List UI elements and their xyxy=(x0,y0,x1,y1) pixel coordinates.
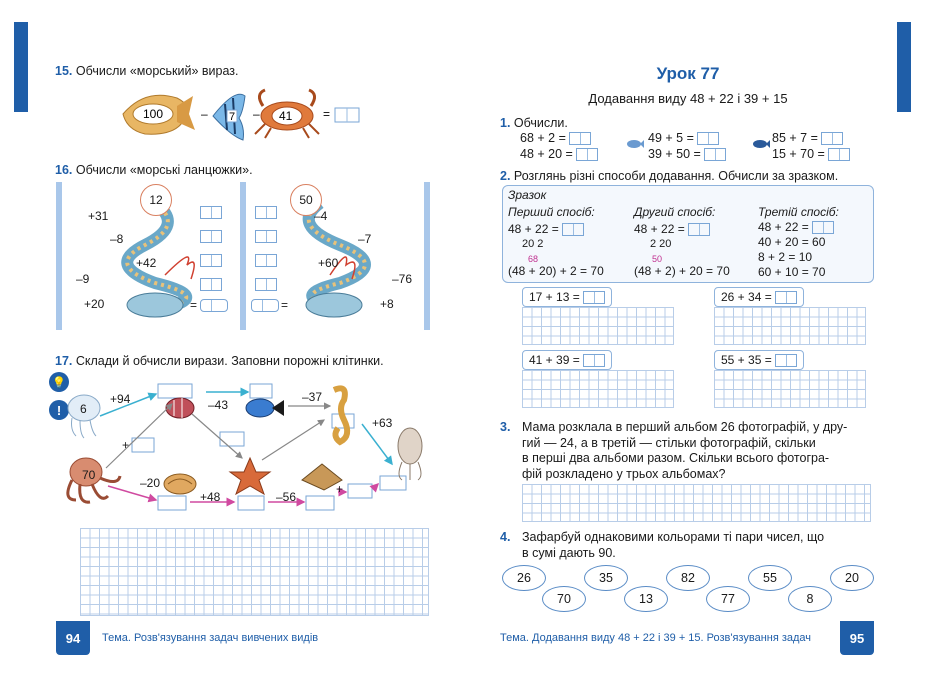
task3-grid[interactable] xyxy=(522,484,871,522)
t17-label-10: + xyxy=(336,482,344,496)
answer-box[interactable] xyxy=(576,148,598,161)
method1-line2: (48 + 20) + 2 = 70 xyxy=(508,264,604,278)
chain2-final-box[interactable] xyxy=(251,299,279,312)
expr-equals: = xyxy=(323,107,331,121)
left-page xyxy=(0,0,470,690)
number-oval[interactable]: 70 xyxy=(542,586,586,612)
number-oval[interactable]: 77 xyxy=(706,586,750,612)
method1-hint: 68 xyxy=(528,254,539,264)
t1-r0c0 xyxy=(520,131,591,145)
text-line: гий — 24, а в третій — стільки фотографій, скільки xyxy=(522,435,816,450)
chain2-step-2: –7 xyxy=(358,232,372,246)
task-number: 3. xyxy=(500,420,511,434)
method1-title: Перший спосіб: xyxy=(508,205,595,219)
answer-box[interactable] xyxy=(583,354,605,367)
tropical-fish-icon xyxy=(246,399,284,417)
exercise-1-grid[interactable] xyxy=(522,307,674,345)
nautilus-icon xyxy=(164,474,196,494)
chain2-step-5: +8 xyxy=(380,297,394,311)
chain1-step-4: –9 xyxy=(76,272,90,286)
text-line: Зафарбуй однаковими кольорами ті пари чисел, що xyxy=(522,530,825,544)
method3-title: Третій спосіб: xyxy=(758,205,839,219)
expr: 85 + 7 = xyxy=(772,131,818,145)
expr: 48 + 22 = xyxy=(634,222,685,236)
t17-label-6: 70 xyxy=(82,468,96,482)
method2-line2: (48 + 2) + 20 = 70 xyxy=(634,264,730,278)
footer-topic-left: Тема. Розв'язування задач вивчених видів xyxy=(102,632,319,644)
text-line: фій розкладено у трьох альбомах? xyxy=(522,466,726,481)
exercise-2 xyxy=(714,287,804,307)
expr-number-1: 100 xyxy=(143,107,164,121)
expr: 15 + 70 = xyxy=(772,147,825,161)
small-fish-icon xyxy=(752,138,770,150)
chain1-final-box[interactable] xyxy=(200,299,228,312)
chain1-step-5: +20 xyxy=(84,297,105,311)
left-answer-grid[interactable] xyxy=(80,528,429,616)
chain2-step-1: –4 xyxy=(314,209,328,223)
text-line: Мама розклала в перший альбом 26 фотографій, у дру- xyxy=(522,420,848,434)
exercise-1 xyxy=(522,287,612,307)
task-number: 2. xyxy=(500,169,511,183)
answer-box[interactable] xyxy=(200,206,222,219)
t17-label-5: + xyxy=(122,438,130,452)
lesson-title: Урок 77 xyxy=(656,64,720,83)
method2-title: Другий спосіб: xyxy=(634,205,716,219)
lightbulb-icon: 💡 xyxy=(49,372,69,392)
answer-box[interactable] xyxy=(255,254,277,267)
task1-heading xyxy=(500,116,568,130)
task-number: 16. xyxy=(55,163,73,177)
task-text: Обчисли. xyxy=(513,116,568,130)
page-number-right: 95 xyxy=(840,621,874,655)
task2-heading xyxy=(500,169,838,183)
lesson-subtitle: Додавання виду 48 + 22 і 39 + 15 xyxy=(588,91,788,106)
chain2-equals: = xyxy=(281,298,289,312)
t17-label-0: 6 xyxy=(80,402,87,416)
t17-label-3: –37 xyxy=(302,390,323,404)
expr-number-3: 41 xyxy=(279,109,293,123)
task-text: Обчисли «морський» вираз. xyxy=(75,64,239,78)
chain-frame-left xyxy=(56,182,62,330)
expr: 48 + 20 = xyxy=(520,147,573,161)
number-oval[interactable]: 55 xyxy=(748,565,792,591)
task3-number xyxy=(500,420,510,434)
expr: 17 + 13 = xyxy=(529,290,580,304)
answer-box[interactable] xyxy=(255,278,277,291)
task15-sea-expression xyxy=(115,84,375,144)
expr: 39 + 50 = xyxy=(648,147,701,161)
squid-icon xyxy=(398,428,422,480)
answer-box[interactable] xyxy=(583,291,605,304)
answer-box xyxy=(812,221,834,234)
answer-box[interactable] xyxy=(200,230,222,243)
chain2-step-3: +60 xyxy=(318,256,339,270)
t17-label-7: –20 xyxy=(140,476,161,490)
answer-box[interactable] xyxy=(828,148,850,161)
t1-r0c1 xyxy=(648,131,719,145)
method1-split: 20 2 xyxy=(522,238,544,250)
answer-box[interactable] xyxy=(775,291,797,304)
method3-line3: 8 + 2 = 10 xyxy=(758,250,813,264)
chain-frame-right xyxy=(424,182,430,330)
expr-number-2: 7 xyxy=(229,111,236,123)
t1-r1c2 xyxy=(772,147,850,161)
answer-box xyxy=(688,223,710,236)
striped-fish-icon xyxy=(166,398,194,418)
answer-box[interactable] xyxy=(697,132,719,145)
chain1-step-2: –8 xyxy=(110,232,124,246)
task15-heading xyxy=(55,64,239,78)
task17-heading xyxy=(55,354,384,368)
task-text: Обчисли «морські ланцюжки». xyxy=(75,163,253,177)
expr: 26 + 34 = xyxy=(721,290,772,304)
number-oval[interactable]: 82 xyxy=(666,565,710,591)
task-number: 1. xyxy=(500,116,511,130)
task16-heading xyxy=(55,163,253,177)
t17-label-9: –56 xyxy=(276,490,297,504)
answer-box[interactable] xyxy=(569,132,591,145)
method3-line2: 40 + 20 = 60 xyxy=(758,235,826,249)
expr: 48 + 22 = xyxy=(508,222,559,236)
expr: 41 + 39 = xyxy=(529,353,580,367)
chain2-step-4: –76 xyxy=(392,272,413,286)
expr: 49 + 5 = xyxy=(648,131,694,145)
expr: 68 + 2 = xyxy=(520,131,566,145)
starfish-icon xyxy=(230,458,270,494)
task-number: 15. xyxy=(55,64,73,78)
method3-line1 xyxy=(758,220,834,234)
chain1-step-1: +31 xyxy=(88,209,109,223)
answer-box[interactable] xyxy=(255,206,277,219)
expr-op-1: – xyxy=(201,107,208,121)
answer-box[interactable] xyxy=(821,132,843,145)
chain2-start: 50 xyxy=(290,184,322,216)
exercise-4-grid[interactable] xyxy=(714,370,866,408)
sample-label: Зразок xyxy=(508,188,547,202)
answer-box[interactable] xyxy=(255,230,277,243)
method2-line1 xyxy=(634,222,710,236)
answer-box[interactable] xyxy=(200,278,222,291)
t1-r1c1 xyxy=(648,147,726,161)
number-oval[interactable]: 20 xyxy=(830,565,874,591)
chain2-answer-column xyxy=(255,206,277,302)
method3-line4: 60 + 10 = 70 xyxy=(758,265,826,279)
text-line: в сумі дають 90. xyxy=(522,545,616,560)
expr: 55 + 35 = xyxy=(721,353,772,367)
t1-r1c0 xyxy=(520,147,598,161)
number-oval[interactable]: 13 xyxy=(624,586,668,612)
text-line: в перші два альбоми разом. Скільки всього фотогра- xyxy=(522,451,830,465)
chain1-start: 12 xyxy=(140,184,172,216)
expr-op-2: – xyxy=(253,107,260,121)
small-fish-icon xyxy=(626,138,644,150)
number-oval[interactable]: 35 xyxy=(584,565,628,591)
number-oval[interactable]: 26 xyxy=(502,565,546,591)
t17-label-4: +63 xyxy=(372,416,393,430)
exercise-2-grid[interactable] xyxy=(714,307,866,345)
t1-r0c2 xyxy=(772,131,843,145)
task3-text xyxy=(522,420,847,482)
footer-topic-right: Тема. Додавання виду 48 + 22 і 39 + 15. Розв'язування задач xyxy=(500,632,812,644)
attention-icon: ! xyxy=(49,400,69,420)
chain-frame-middle xyxy=(240,182,246,330)
answer-box[interactable] xyxy=(775,354,797,367)
answer-box[interactable] xyxy=(200,254,222,267)
chain1-step-3: +42 xyxy=(136,256,157,270)
number-oval[interactable]: 8 xyxy=(788,586,832,612)
t17-label-2: –43 xyxy=(208,398,229,412)
task-number: 17. xyxy=(55,354,73,368)
exercise-4 xyxy=(714,350,804,370)
t17-label-8: +48 xyxy=(200,490,221,504)
answer-box[interactable] xyxy=(704,148,726,161)
chain1-equals: = xyxy=(190,298,198,312)
answer-box xyxy=(562,223,584,236)
expr: 48 + 22 = xyxy=(758,220,809,234)
method2-split: 2 20 xyxy=(650,238,672,250)
method1-line1 xyxy=(508,222,584,236)
task-text: Склади й обчисли вирази. Заповни порожні клітинки. xyxy=(75,354,384,368)
task4-number xyxy=(500,530,510,544)
method2-hint: 50 xyxy=(652,254,663,264)
task-text: Розглянь різні способи додавання. Обчисли за зразком. xyxy=(513,169,839,183)
task4-text xyxy=(522,530,824,561)
exercise-3-grid[interactable] xyxy=(522,370,674,408)
exercise-3 xyxy=(522,350,612,370)
task-number: 4. xyxy=(500,530,511,544)
right-page xyxy=(478,0,947,690)
page-number-left: 94 xyxy=(56,621,90,655)
chain1-answer-column xyxy=(200,206,222,302)
t17-label-1: +94 xyxy=(110,392,131,406)
